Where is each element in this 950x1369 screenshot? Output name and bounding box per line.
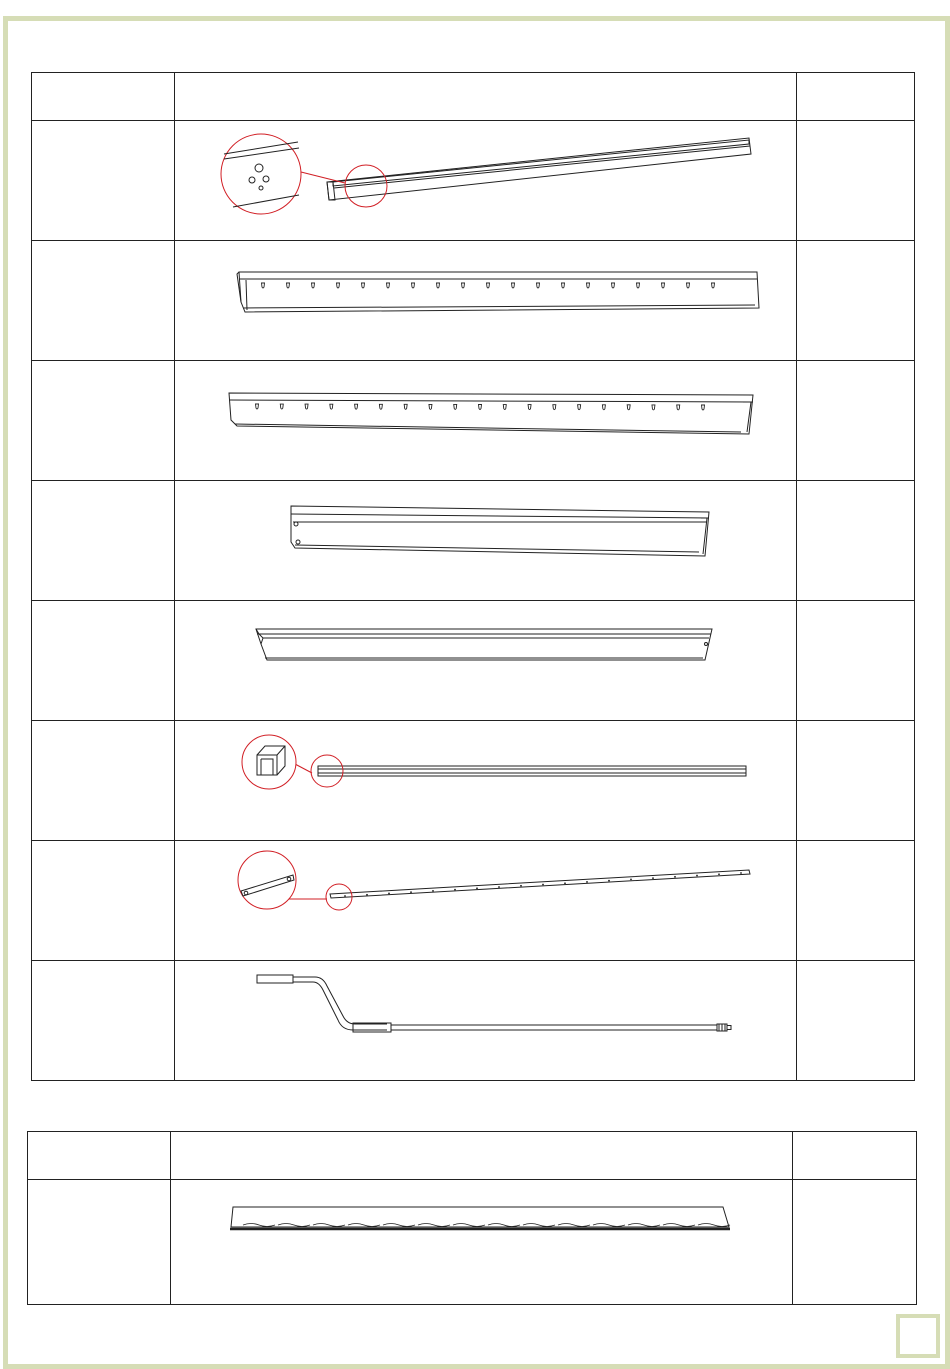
hook-slot [578, 404, 581, 409]
hook-slot [562, 283, 565, 288]
fabric-texture-line [313, 1223, 345, 1226]
hook-slot [487, 283, 490, 288]
fabric-texture-line [628, 1223, 660, 1226]
bar-hole [674, 875, 676, 877]
drawing-cell [175, 121, 797, 241]
hook-slot [429, 404, 432, 409]
quantity-cell [797, 841, 915, 961]
header-drawing [175, 73, 797, 121]
hook-slot [553, 404, 556, 409]
bar-hole [388, 892, 390, 894]
crank-handle-drawing [175, 962, 795, 1080]
table-row [32, 241, 915, 361]
quantity-cell [797, 241, 915, 361]
fabric-texture-line [488, 1223, 520, 1226]
hook-slot [387, 283, 390, 288]
fabric-valance-drawing [171, 1181, 791, 1304]
fabric-texture-line [278, 1223, 310, 1226]
bar-hole [608, 879, 610, 881]
bar-hole [520, 884, 522, 886]
short-profile-drawing [175, 482, 795, 600]
hook-slot [337, 283, 340, 288]
hook-slot [687, 283, 690, 288]
hook-profile-drawing [175, 242, 795, 360]
hook-slot [412, 283, 415, 288]
hook-slot [637, 283, 640, 288]
table-row [32, 721, 915, 841]
bar-hole [696, 874, 698, 876]
drawing-cell [171, 1180, 793, 1305]
bar-hole [630, 878, 632, 880]
page-number [896, 1314, 940, 1358]
bar-hole [454, 888, 456, 890]
hook-slot [602, 404, 605, 409]
table-row [32, 481, 915, 601]
fabric-texture-line [453, 1223, 485, 1226]
header-quantity [793, 1132, 917, 1180]
hook-slot [677, 404, 680, 409]
bar-hole [718, 873, 720, 875]
table-row [32, 361, 915, 481]
fabric-texture-line [558, 1223, 590, 1226]
hook-slot [503, 404, 506, 409]
hook-slot [305, 404, 308, 409]
hook-slot [362, 283, 365, 288]
hook-slot [312, 283, 315, 288]
bar-hole [652, 877, 654, 879]
parts-table [31, 72, 915, 1081]
hook-slot [262, 283, 265, 288]
header-drawing [171, 1132, 793, 1180]
part-number-cell [32, 241, 175, 361]
bar-hole [586, 881, 588, 883]
part-number-cell [28, 1180, 171, 1305]
hook-slot [627, 404, 630, 409]
hook-profile-long-drawing [175, 362, 795, 480]
hook-slot [587, 283, 590, 288]
part-number-cell [32, 481, 175, 601]
drawing-cell [175, 241, 797, 361]
drawing-cell [175, 601, 797, 721]
bar-hole [498, 886, 500, 888]
thin-bar-drawing [175, 842, 795, 960]
fabric-texture-line [523, 1223, 555, 1226]
quantity-cell [797, 721, 915, 841]
hook-slot [662, 283, 665, 288]
bar-hole [344, 895, 346, 897]
drawing-cell [175, 721, 797, 841]
fabric-texture-line [383, 1223, 415, 1226]
bar-hole [476, 887, 478, 889]
header-quantity [797, 73, 915, 121]
quantity-cell [797, 121, 915, 241]
hook-slot [512, 283, 515, 288]
hook-slot [462, 283, 465, 288]
hook-slot [280, 404, 283, 409]
hook-slot [528, 404, 531, 409]
drawing-cell [175, 481, 797, 601]
bar-hole [366, 893, 368, 895]
bar-hole [740, 872, 742, 874]
table-header-row [28, 1132, 917, 1180]
hook-slot [702, 405, 705, 410]
fabric-texture-line [663, 1223, 695, 1226]
hook-slot [404, 404, 407, 409]
plain-profile-drawing [175, 602, 795, 720]
drawing-cell [175, 961, 797, 1081]
header-part-no [32, 73, 175, 121]
fabric-texture-line [348, 1223, 380, 1226]
quantity-cell [797, 361, 915, 481]
table-row [32, 961, 915, 1081]
hook-slot [256, 404, 259, 409]
fabric-texture-line [698, 1223, 730, 1226]
part-number-cell [32, 121, 175, 241]
table-row [32, 601, 915, 721]
hook-slot [437, 283, 440, 288]
table-row [28, 1180, 917, 1305]
part-number-cell [32, 961, 175, 1081]
hook-slot [712, 283, 715, 288]
hook-slot [537, 283, 540, 288]
hook-slot [355, 404, 358, 409]
bar-hole [564, 882, 566, 884]
table-row [32, 121, 915, 241]
part-number-cell [32, 601, 175, 721]
quantity-cell [797, 961, 915, 1081]
hook-slot [287, 283, 290, 288]
hook-slot [479, 404, 482, 409]
hook-slot [454, 404, 457, 409]
drawing-cell [175, 361, 797, 481]
hook-slot [612, 283, 615, 288]
header-part-no [28, 1132, 171, 1180]
square-tube-drawing [175, 722, 795, 840]
table-header-row [32, 73, 915, 121]
angled-rail-drawing [175, 122, 795, 240]
fabric-texture-line [418, 1223, 450, 1226]
part-number-cell [32, 841, 175, 961]
bar-hole [410, 891, 412, 893]
fabric-texture-line [593, 1223, 625, 1226]
hook-slot [379, 404, 382, 409]
part-number-cell [32, 361, 175, 481]
fabric-parts-table [27, 1131, 917, 1305]
fabric-texture-line [243, 1223, 275, 1226]
quantity-cell [797, 481, 915, 601]
drawing-cell [175, 841, 797, 961]
hook-slot [330, 404, 333, 409]
table-row [32, 841, 915, 961]
hook-slot [652, 404, 655, 409]
part-number-cell [32, 721, 175, 841]
bar-hole [542, 883, 544, 885]
quantity-cell [797, 601, 915, 721]
bar-hole [432, 889, 434, 891]
quantity-cell [793, 1180, 917, 1305]
